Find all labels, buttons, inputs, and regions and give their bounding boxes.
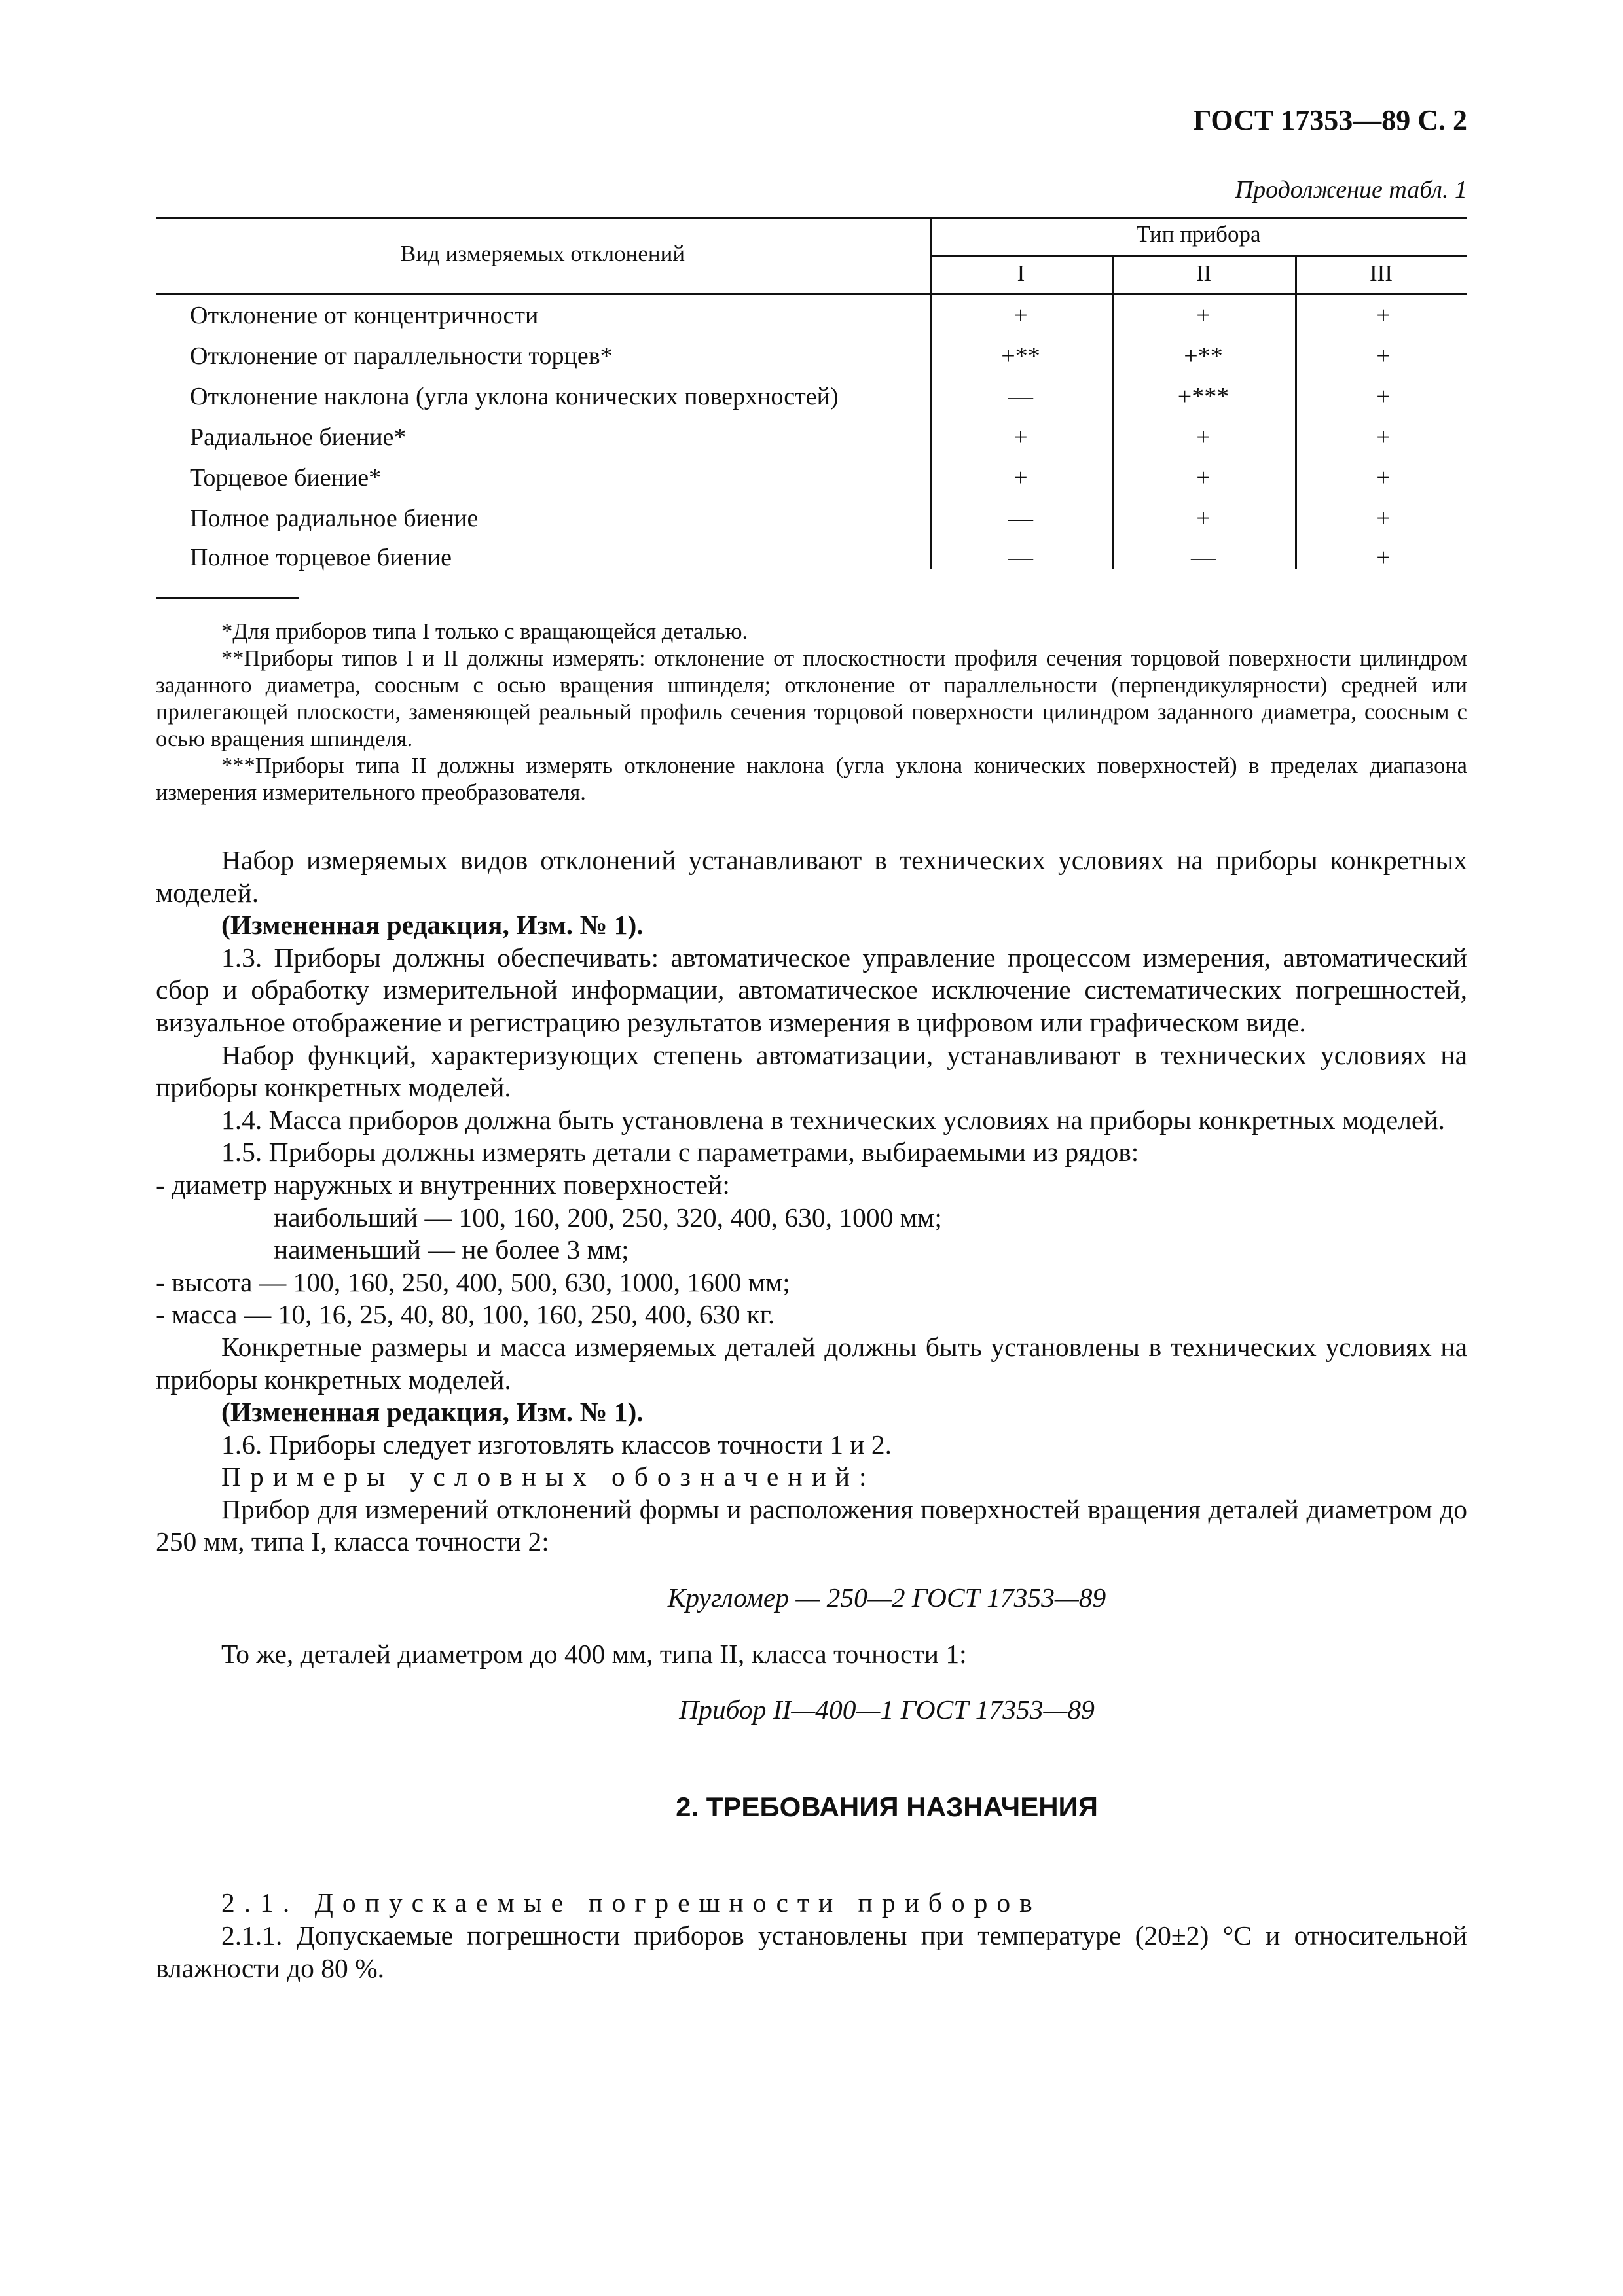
row-label: Торцевое биение* bbox=[190, 464, 382, 492]
header-deviation-type: Вид измеряемых отклонений bbox=[400, 241, 685, 266]
table-col-divider bbox=[1112, 255, 1114, 569]
spacer bbox=[156, 1615, 1467, 1638]
footnote-separator bbox=[156, 597, 299, 599]
list-item-height: - высота — 100, 160, 250, 400, 500, 630, 1000, 1600 мм; bbox=[156, 1266, 790, 1297]
row-mark: + bbox=[1013, 423, 1028, 451]
paragraph-1-3: 1.3. Приборы должны обеспечивать: автоматическое управление процессом измерения, автоматический сбор и обработку измерительной информации, автоматическое исключение систематических погрешностей, визуальное отображение и регистрацию результатов измерения в цифровом или графическом виде. bbox=[156, 942, 1467, 1037]
row-label: Радиальное биение* bbox=[190, 423, 407, 451]
amendment-note: (Измененная редакция, Изм. № 1). bbox=[221, 1397, 644, 1427]
row-mark: — bbox=[1008, 383, 1033, 410]
row-mark: + bbox=[1376, 342, 1391, 370]
row-label: Полное торцевое биение bbox=[190, 544, 452, 571]
row-mark: + bbox=[1013, 302, 1028, 329]
list-item-mass: - масса — 10, 16, 25, 40, 80, 100, 160, 250, 400, 630 кг. bbox=[156, 1299, 775, 1330]
row-mark: + bbox=[1376, 383, 1391, 410]
footnote: **Приборы типов I и II должны измерять: отклонение от плоскостности профиля сечения торцовой поверхности цилиндром заданного диаметра, соосным с осью вращения шпинделя; отклонение от параллельности (перпендикулярности) средней или прилегающей плоскости, заменяющей реальный профиль сечения торцовой поверхности цилиндром заданного диаметра, соосным с осью вращения шпинделя. bbox=[156, 646, 1467, 751]
row-mark: — bbox=[1191, 544, 1216, 571]
table-top-rule bbox=[156, 217, 1467, 219]
row-mark: + bbox=[1376, 544, 1391, 571]
footnote: *Для приборов типа I только с вращающейся деталью. bbox=[221, 619, 748, 644]
header-device-type: Тип прибора bbox=[1136, 221, 1261, 247]
spacer bbox=[156, 1727, 1467, 1791]
row-mark: + bbox=[1196, 505, 1211, 532]
body-text bbox=[156, 844, 1467, 1984]
row-mark: + bbox=[1376, 464, 1391, 492]
table-header-rule bbox=[156, 293, 1467, 295]
header-type-I: I bbox=[1017, 260, 1025, 286]
paragraph-1-4: 1.4. Масса приборов должна быть установлена в технических условиях на приборы конкретных моделей. bbox=[221, 1104, 1445, 1135]
paragraph-1-6: 1.6. Приборы следует изготовлять классов точности 1 и 2. bbox=[221, 1429, 892, 1460]
paragraph: Набор функций, характеризующих степень автоматизации, устанавливают в технических условиях на приборы конкретных моделей. bbox=[156, 1039, 1467, 1103]
table-group-rule bbox=[930, 255, 1467, 257]
list-subitem-min: наименьший — не более 3 мм; bbox=[274, 1234, 629, 1265]
row-mark: — bbox=[1008, 505, 1033, 532]
row-mark: +** bbox=[1184, 342, 1223, 370]
row-mark: + bbox=[1196, 302, 1211, 329]
header-type-III: III bbox=[1370, 260, 1393, 286]
row-label: Отклонение от концентричности bbox=[190, 302, 539, 329]
row-mark: + bbox=[1196, 423, 1211, 451]
spacer bbox=[156, 1670, 1467, 1694]
row-label: Отклонение наклона (угла уклона конических поверхностей) bbox=[190, 383, 839, 410]
row-mark: + bbox=[1013, 464, 1028, 492]
row-mark: — bbox=[1008, 544, 1033, 571]
row-mark: + bbox=[1196, 464, 1211, 492]
list-subitem-max: наибольший — 100, 160, 200, 250, 320, 400, 630, 1000 мм; bbox=[274, 1202, 942, 1232]
page-header: ГОСТ 17353—89 С. 2 bbox=[1193, 104, 1467, 136]
row-mark: +*** bbox=[1177, 383, 1230, 410]
row-mark: + bbox=[1376, 505, 1391, 532]
paragraph: Набор измеряемых видов отклонений устанавливают в технических условиях на приборы конкретных моделей. bbox=[156, 845, 1467, 908]
examples-heading: Примеры условных обозначений: bbox=[221, 1462, 876, 1492]
row-mark: +** bbox=[1001, 342, 1040, 370]
spacer bbox=[156, 1823, 1467, 1887]
paragraph: Прибор для измерений отклонений формы и расположения поверхностей вращения деталей диаметром до 250 мм, типа I, класса точности 2: bbox=[156, 1494, 1467, 1557]
subsection-heading: 2.1. Допускаемые погрешности приборов bbox=[221, 1888, 1042, 1918]
header-type-II: II bbox=[1195, 260, 1212, 286]
designation-example: Прибор II—400—1 ГОСТ 17353—89 bbox=[679, 1695, 1095, 1725]
list-item-diameter: - диаметр наружных и внутренних поверхностей: bbox=[156, 1169, 730, 1200]
section-heading: 2. ТРЕБОВАНИЯ НАЗНАЧЕНИЯ bbox=[676, 1791, 1098, 1822]
paragraph-2-1-1: 2.1.1. Допускаемые погрешности приборов установлены при температуре (20±2) °C и относительной влажности до 80 %. bbox=[156, 1920, 1467, 1983]
row-label: Полное радиальное биение bbox=[190, 505, 479, 532]
footnote: ***Приборы типа II должны измерять отклонение наклона (угла уклона конических поверхностей) в пределах диапазона измерения измерительного преобразователя. bbox=[156, 753, 1467, 805]
designation-example: Кругломер — 250—2 ГОСТ 17353—89 bbox=[667, 1583, 1106, 1613]
table-caption: Продолжение табл. 1 bbox=[1235, 176, 1467, 204]
paragraph: То же, деталей диаметром до 400 мм, типа II, класса точности 1: bbox=[221, 1638, 967, 1669]
spacer bbox=[156, 1558, 1467, 1582]
paragraph: Конкретные размеры и масса измеряемых деталей должны быть установлены в технических условиях на приборы конкретных моделей. bbox=[156, 1331, 1467, 1395]
paragraph-1-5: 1.5. Приборы должны измерять детали с параметрами, выбираемыми из рядов: bbox=[221, 1137, 1139, 1168]
row-label: Отклонение от параллельности торцев* bbox=[190, 342, 613, 370]
footnotes bbox=[156, 619, 1467, 806]
row-mark: + bbox=[1376, 302, 1391, 329]
row-mark: + bbox=[1376, 423, 1391, 451]
amendment-note: (Измененная редакция, Изм. № 1). bbox=[221, 910, 644, 941]
